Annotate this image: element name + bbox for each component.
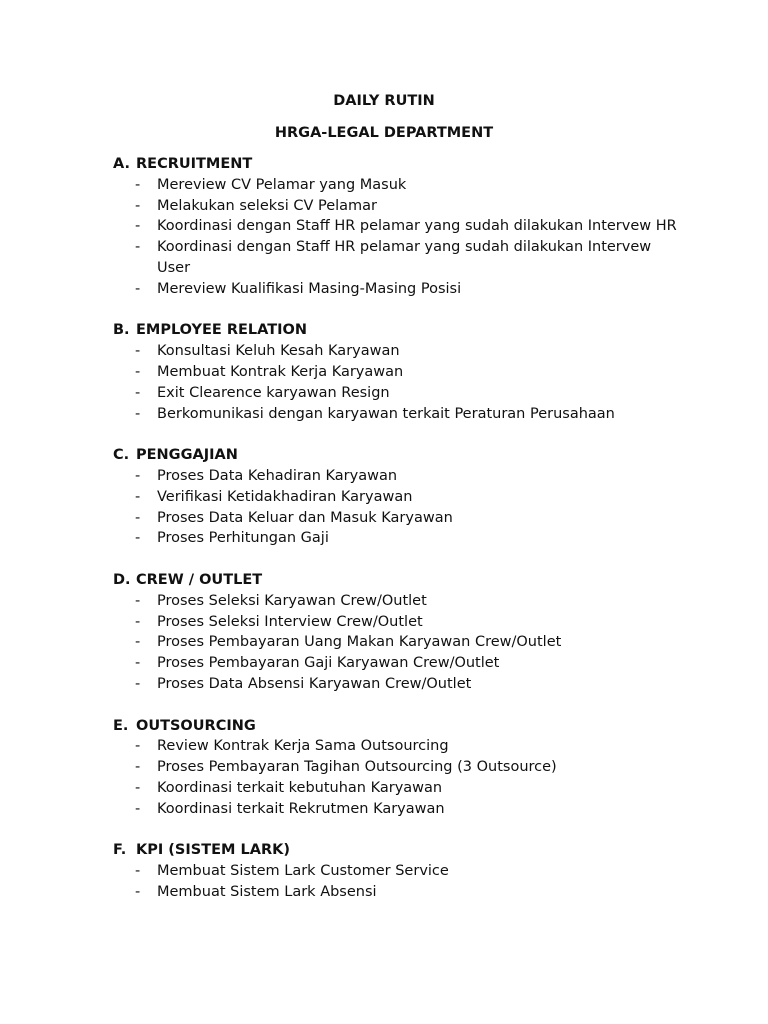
dash-bullet: - [135, 613, 141, 630]
list-item-text: Berkomunikasi dengan karyawan terkait Peraturan Perusahaan [157, 405, 615, 422]
section [113, 570, 693, 695]
section-heading [113, 445, 693, 466]
section-title: KPI (SISTEM LARK) [136, 842, 290, 859]
list-item-text: Proses Pembayaran Gaji Karyawan Crew/Outlet [157, 655, 500, 672]
list-item-text: Proses Data Keluar dan Masuk Karyawan [157, 509, 453, 526]
list-item [113, 591, 693, 612]
dash-bullet: - [135, 655, 141, 672]
dash-bullet: - [135, 779, 141, 796]
list-item [113, 362, 693, 383]
list-item-text: Proses Data Absensi Karyawan Crew/Outlet [157, 675, 472, 692]
list-item-text: Melakukan seleksi CV Pelamar [157, 197, 378, 214]
list-item [113, 612, 693, 633]
section-letter: F. [113, 842, 127, 859]
list-item [113, 799, 693, 820]
list-item-text: Proses Seleksi Interview Crew/Outlet [157, 613, 423, 630]
dash-bullet: - [135, 239, 141, 256]
dash-bullet: - [135, 759, 141, 776]
list-item-text: Review Kontrak Kerja Sama Outsourcing [157, 738, 449, 755]
dash-bullet: - [135, 280, 141, 297]
department-title: HRGA-LEGAL DEPARTMENT [274, 125, 494, 141]
list-item-text: Koordinasi dengan Staff HR pelamar yang sudah dilakukan Intervew User [157, 239, 652, 276]
section [113, 445, 693, 549]
list-item [113, 237, 693, 279]
section-letter: D. [113, 571, 131, 588]
list-item-text: Koordinasi terkait kebutuhan Karyawan [157, 779, 443, 796]
dash-bullet: - [135, 197, 141, 214]
dash-bullet: - [135, 343, 141, 360]
section-letter: A. [113, 156, 130, 172]
list-item-text: Membuat Sistem Lark Customer Service [157, 863, 449, 880]
dash-bullet: - [135, 592, 141, 609]
section [113, 154, 693, 300]
dash-bullet: - [135, 800, 141, 817]
list-item [113, 279, 693, 300]
section-heading [113, 570, 693, 591]
list-item [113, 216, 693, 237]
dash-bullet: - [135, 675, 141, 692]
section-heading [113, 320, 693, 341]
section-heading [113, 716, 693, 737]
list-item-text: Proses Pembayaran Uang Makan Karyawan Crew/Outlet [157, 634, 562, 651]
list-item [113, 466, 693, 487]
dash-bullet: - [135, 488, 141, 505]
section-letter: C. [113, 447, 130, 464]
dash-bullet: - [135, 384, 141, 401]
document-title: DAILY RUTIN [333, 93, 435, 109]
section-title: PENGGAJIAN [136, 447, 238, 464]
list-item-text: Konsultasi Keluh Kesah Karyawan [157, 343, 400, 360]
dash-bullet: - [135, 176, 141, 193]
dash-bullet: - [135, 883, 141, 900]
list-item [113, 487, 693, 508]
list-item [113, 404, 693, 425]
section-letter: E. [113, 717, 129, 734]
list-item [113, 757, 693, 778]
section-title: OUTSOURCING [136, 717, 256, 734]
list-item-text: Proses Pembayaran Tagihan Outsourcing (3 Outsource) [157, 759, 557, 776]
list-item [113, 674, 693, 695]
section [113, 840, 693, 902]
dash-bullet: - [135, 467, 141, 484]
section-title: CREW / OUTLET [136, 571, 263, 588]
section-item-list [113, 175, 693, 300]
dash-bullet: - [135, 218, 141, 235]
section-title: EMPLOYEE RELATION [136, 322, 308, 339]
list-item [113, 196, 693, 217]
dash-bullet: - [135, 530, 141, 547]
section-item-list [113, 466, 693, 549]
list-item-text: Proses Seleksi Karyawan Crew/Outlet [157, 592, 427, 609]
list-item-text: Membuat Kontrak Kerja Karyawan [157, 363, 404, 380]
list-item [113, 528, 693, 549]
list-item [113, 736, 693, 757]
list-item-text: Mereview Kualifikasi Masing-Masing Posisi [157, 280, 462, 297]
list-item-text: Proses Perhitungan Gaji [157, 530, 329, 547]
list-item [113, 508, 693, 529]
list-item [113, 383, 693, 404]
list-item-text: Koordinasi terkait Rekrutmen Karyawan [157, 800, 445, 817]
dash-bullet: - [135, 509, 141, 526]
section-title: RECRUITMENT [136, 156, 253, 172]
list-item [113, 175, 693, 196]
section-item-list [113, 861, 693, 903]
list-item [113, 861, 693, 882]
section [113, 716, 693, 820]
section [113, 320, 693, 424]
dash-bullet: - [135, 863, 141, 880]
section-letter: B. [113, 322, 130, 339]
section-heading [113, 840, 693, 861]
section-item-list [113, 591, 693, 695]
list-item-text: Mereview CV Pelamar yang Masuk [157, 176, 407, 193]
dash-bullet: - [135, 738, 141, 755]
section-item-list [113, 736, 693, 819]
dash-bullet: - [135, 634, 141, 651]
list-item-text: Exit Clearence karyawan Resign [157, 384, 390, 401]
dash-bullet: - [135, 363, 141, 380]
list-item-text: Koordinasi dengan Staff HR pelamar yang sudah dilakukan Intervew HR [157, 218, 677, 235]
list-item [113, 882, 693, 903]
list-item [113, 778, 693, 799]
list-item-text: Membuat Sistem Lark Absensi [157, 883, 377, 900]
section-item-list [113, 341, 693, 424]
list-item [113, 341, 693, 362]
dash-bullet: - [135, 405, 141, 422]
section-heading [113, 154, 693, 175]
list-item-text: Verifikasi Ketidakhadiran Karyawan [157, 488, 413, 505]
list-item [113, 632, 693, 653]
list-item [113, 653, 693, 674]
sections-container [113, 154, 693, 923]
list-item-text: Proses Data Kehadiran Karyawan [157, 467, 398, 484]
